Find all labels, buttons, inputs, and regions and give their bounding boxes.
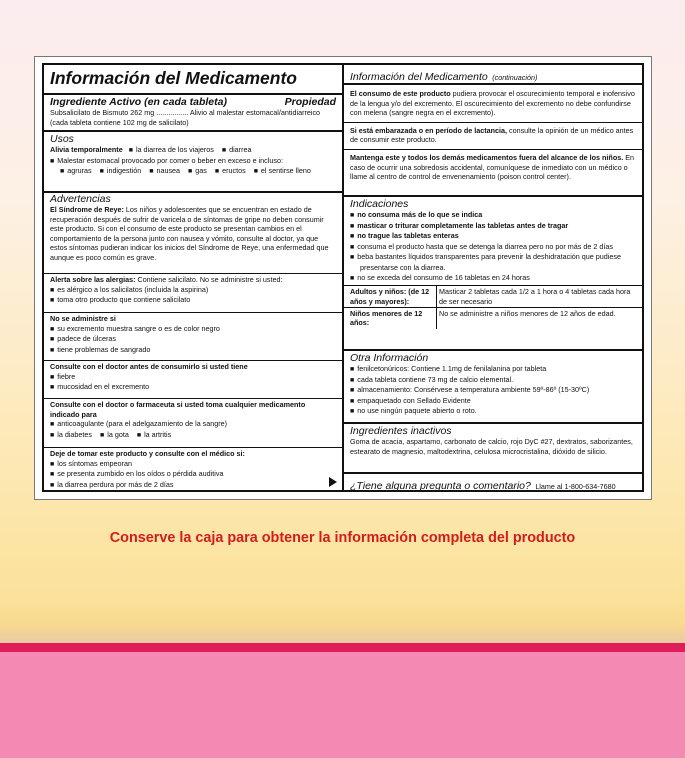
warnings-heading: Advertencias (50, 193, 111, 205)
do-not-use-heading: No se administre si (50, 314, 116, 323)
dosage-dose-cell: Masticar 2 tabletas cada 1/2 a 1 hora o 4 tabletas cada hora de ser necesario (437, 286, 643, 308)
other-info-item: ■ almacenamiento: Consérvese a temperatura ambiente 59º-86º (15-30ºC) (350, 385, 636, 396)
warnings-section (44, 191, 342, 263)
dosage-age-cell: Niños menores de 12 años: (344, 307, 437, 328)
ask-doctor-section (44, 360, 342, 393)
table-row (344, 307, 642, 328)
do-not-use-item: ■ su excremento muestra sangre o es de color negro (50, 324, 336, 335)
direction-item: ■ no trague las tabletas enteras (350, 231, 636, 242)
direction-item: ■ no se exceda del consumo de 16 tabletas en 24 horas (350, 273, 636, 284)
dosage-table (344, 285, 642, 329)
continued-suffix: (continuación) (492, 73, 538, 82)
condition-item: ■ la diabetes (50, 430, 92, 439)
background-shadow-band (0, 625, 685, 645)
allergy-section (44, 273, 342, 306)
active-ingredient-section (44, 93, 342, 127)
other-info-heading: Otra Información (350, 352, 429, 364)
background-pink-band (0, 652, 685, 758)
use-item: ■ Malestar estomacal provocado por comer o beber en exceso e incluso: (50, 156, 336, 167)
right-column (344, 65, 642, 490)
other-info-item: ■ fenilcetonúricos: Contiene 1.1mg de fenilalanina por tableta (350, 364, 636, 375)
symptom-item: ■ el sentirse lleno (254, 166, 311, 175)
uses-heading: Usos (50, 133, 74, 145)
do-not-use-item: ■ tiene problemas de sangrado (50, 345, 336, 356)
drug-facts-title: Información del Medicamento (50, 68, 297, 88)
stop-use-item: ■ la diarrea perdura por más de 2 días (50, 480, 336, 491)
continued-warnings (344, 83, 642, 182)
directions-section (344, 195, 642, 329)
other-info-section (344, 349, 642, 417)
ask-doctor-item: ■ fiebre (50, 372, 336, 383)
stop-use-item: ■ los síntomas empeoran (50, 459, 336, 470)
direction-item: ■ masticar o triturar completamente las tabletas antes de tragar (350, 221, 636, 232)
do-not-use-section (44, 312, 342, 355)
pregnancy-warning: Si está embarazada o en período de lactancia, consulte la opinión de un médico antes de consumir este producto. (350, 125, 634, 145)
other-info-item: ■ cada tableta contiene 73 mg de calcio elemental. (350, 375, 636, 386)
use-item: ■ diarrea (222, 145, 252, 154)
direction-item: ■ beba bastantes líquidos transparentes para prevenir la deshidratación que pudiese presentarse con la diarrea. (350, 252, 636, 272)
dosage-dose-cell: No se administre a niños menores de 12 años de edad. (437, 307, 643, 328)
keep-carton-note: Conserve la caja para obtener la información completa del producto (109, 530, 576, 546)
inactive-ingredients-text: Goma de acacia, aspartamo, carbonato de calcio, rojo DyC #27, dextratos, saborizantes, estearato de magnesio, maltodextrina, celulosa microcristalina, dióxido de silicio. (350, 437, 633, 456)
use-item: ■ la diarrea de los viajeros (129, 145, 214, 154)
ask-pharmacist-item: ■ anticoagulante (para el adelgazamiento de la sangre) (50, 419, 336, 430)
allergy-item: ■ es alérgico a los salicilatos (incluida la aspirina) (50, 285, 336, 296)
condition-item: ■ la artritis (137, 430, 171, 439)
ask-pharmacist-heading: Consulte con el doctor o farmaceuta si usted toma cualquier medicamento indicado para (50, 400, 306, 419)
direction-item: ■ consuma el producto hasta que se detenga la diarrea pero no por más de 2 días (350, 242, 636, 253)
ask-doctor-item: ■ mucosidad en el excremento (50, 382, 336, 393)
dosage-age-cell: Adultos y niños: (de 12 años y mayores): (344, 286, 437, 308)
directions-heading: Indicaciones (350, 198, 409, 210)
inactive-ingredients-heading: Ingredientes inactivos (350, 425, 452, 437)
symptom-item: ■ indigestión (100, 166, 142, 175)
ask-pharmacist-section (44, 398, 342, 440)
phone-number: Llame al 1-800-634-7680 (535, 482, 616, 491)
questions-heading: ¿Tiene alguna pregunta o comentario? (350, 480, 531, 492)
allergy-alert: Alerta sobre las alergias: Contiene salicilato. No se administre si usted: (50, 275, 283, 284)
keep-away-warning: Mantenga este y todos los demás medicamentos fuera del alcance de los niños. En caso de ocurrir una sobredosis accidental, comuníquese de inmediato con un médico o llame al centro de control de envenenamiento (poison control center). (350, 152, 635, 182)
continued-arrow-icon (329, 477, 337, 487)
symptom-item: ■ eructos (215, 166, 246, 175)
questions-section (344, 472, 642, 494)
salicylate-note: (cada tableta contiene 102 mg de salicilato) (50, 117, 189, 127)
other-info-item: ■ empaquetado con Sellado Evidente (350, 396, 636, 407)
drug-facts-label (34, 56, 652, 500)
stool-warning: El consumo de este producto pudiera provocar el oscurecimiento temporal e inofensivo de la lengua y/o del excremento. El oscurecimiento del excremento no debe confundirse con melena (sangre negra en el excremento). (350, 89, 635, 118)
symptom-item: ■ nausea (149, 166, 180, 175)
left-column (44, 65, 344, 490)
allergy-item: ■ toma otro producto que contiene salicilato (50, 295, 336, 306)
active-ingredient-heading: Ingrediente Activo (en cada tableta) (50, 96, 227, 108)
table-row (344, 286, 642, 308)
stop-use-section (44, 447, 342, 490)
stop-use-heading: Deje de tomar este producto y consulte con el médico si: (50, 449, 245, 458)
symptom-item: ■ agruras (60, 166, 92, 175)
direction-item: ■ no consuma más de lo que se indica (350, 210, 636, 221)
stop-use-item: ■ se presenta zumbido en los oídos o pérdida auditiva (50, 469, 336, 480)
reye-warning: El Síndrome de Reye: Los niños y adolescentes que se encuentran en estado de recuperación después de sufrir de varicela o de síntomas de gripe no deben consumir este producto. Si con el consumo de este producto se presentan cambios en el comportamiento de la persona junto con nausea y vómito, consulte al doctor, ya que estos síntomas pudieran indicar los inicios del Síndrome de Reye, una enfermedad que aunque es poco común es grave. (50, 205, 329, 262)
do-not-use-item: ■ padece de úlceras (50, 334, 336, 345)
background-red-stripe (0, 643, 685, 652)
drug-facts-frame (42, 63, 644, 492)
condition-item: ■ la gota (100, 430, 129, 439)
uses-section (44, 130, 342, 177)
other-info-item: ■ no use ningún paquete abierto o roto. (350, 406, 636, 417)
ask-doctor-heading: Consulte con el doctor antes de consumirlo si usted tiene (50, 362, 248, 371)
continued-title: Información del Medicamento (350, 71, 488, 83)
uses-lead: Alivia temporalmente (50, 145, 123, 154)
inactive-ingredients-section (344, 422, 642, 456)
purpose-heading: Propiedad (284, 96, 336, 108)
symptom-item: ■ gas (188, 166, 207, 175)
drug-facts-title-section (44, 67, 342, 89)
active-ingredient-line: Subsalicilato de Bismuto 262 mg ................ Alivio al malestar estomacal/antidiarreico (50, 108, 321, 117)
